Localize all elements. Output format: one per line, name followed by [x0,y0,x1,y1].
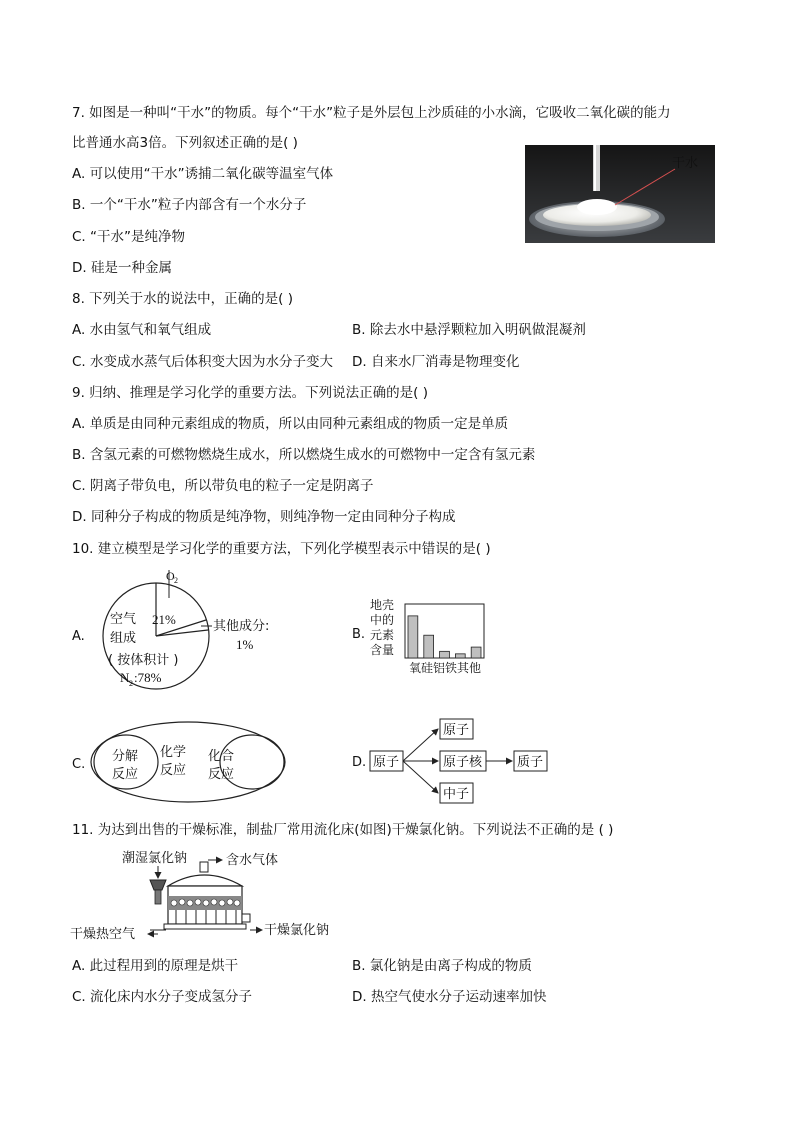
dry-nacl-label: 干燥氯化钠 [264,923,330,938]
q8-option-d: D. 自来水厂消毒是物理变化 [352,354,520,370]
combination-line1: 化合 [208,749,235,764]
q7-option-d: D. 硅是一种金属 [72,260,172,276]
node-proton: 质子 [517,755,544,770]
decomposition-line1: 分解 [112,749,139,764]
q8-option-a: A. 水由氢气和氧气组成 [72,322,212,338]
bar-铁 [455,654,465,658]
n2-subscript: 2 [129,679,133,688]
bar-氧 [408,616,418,658]
q8-option-c: C. 水变成水蒸气后体积变大因为水分子变大 [72,354,334,370]
q10-a-pie-model [70,568,290,692]
q9-stem: 9. 归纳、推理是学习化学的重要方法。下列说法正确的是( ) [72,385,428,401]
n2-label: N [120,670,130,685]
chart-ylabel-line1: 地壳 [370,598,395,612]
dry-water-label: 干水 [672,156,699,171]
q11-option-d: D. 热空气使水分子运动速率加快 [352,989,547,1005]
chart-ylabel-line2: 中的 [370,613,395,627]
fluidized-bed-diagram [70,846,350,946]
other-components-percent: 1% [236,637,254,652]
hot-air-label: 干燥热空气 [70,927,136,942]
q7-option-a: A. 可以使用“干水”诱捕二氧化碳等温室气体 [72,166,334,182]
q7-stem-line1: 7. 如图是一种叫“干水”的物质。每个“干水”粒子是外层包上沙质硅的小水滴，它吸收二氧化碳的能力 [72,105,671,121]
q7-option-b: B. 一个“干水”粒子内部含有一个水分子 [72,197,307,213]
node-nucleus: 原子核 [443,755,483,770]
chemical-reaction-line2: 反应 [160,763,187,778]
q11-option-a: A. 此过程用到的原理是烘干 [72,958,239,974]
q9-option-a: A. 单质是由同种元素组成的物质，所以由同种元素组成的物质一定是单质 [72,416,509,432]
volume-basis-label: ( 按体积计 ) [108,653,179,668]
q7-option-c: C. “干水”是纯净物 [72,229,185,245]
q11-option-c: C. 流化床内水分子变成氢分子 [72,989,253,1005]
q9-option-c: C. 阴离子带负电，所以带负电的粒子一定是阴离子 [72,478,374,494]
q10-b-crust-bar-chart [350,594,500,678]
pie-center-line2: 组成 [110,631,137,646]
o2-percent: 21% [152,612,176,627]
water-vapor-label: 含水气体 [226,853,279,868]
q10-stem: 10. 建立模型是学习化学的重要方法，下列化学模型表示中错误的是( ) [72,541,491,557]
o2-subscript: 2 [174,576,178,585]
q10-d-atom-structure [350,714,555,808]
n2-percent: :78% [134,670,162,685]
bar-铝 [440,651,450,658]
node-neutron: 中子 [443,787,470,802]
pie-center-line1: 空气 [110,612,137,627]
q9-option-b: B. 含氢元素的可燃物燃烧生成水，所以燃烧生成水的可燃物中一定含有氢元素 [72,447,536,463]
node-atom: 原子 [373,755,400,770]
combination-line2: 反应 [208,767,235,782]
q9-option-d: D. 同种分子构成的物质是纯净物，则纯净物一定由同种分子构成 [72,509,456,525]
q10-d-letter: D. [352,755,367,770]
q8-option-b: B. 除去水中悬浮颗粒加入明矾做混凝剂 [352,322,586,338]
wet-nacl-label: 潮湿氯化钠 [122,851,188,866]
bar-硅 [424,635,434,658]
q11-option-b: B. 氯化钠是由离子构成的物质 [352,958,532,974]
q10-c-reaction-model [70,718,290,814]
bar-其他 [471,647,481,658]
node-atom-top: 原子 [443,723,470,738]
q10-a-letter: A. [72,629,85,644]
q8-stem: 8. 下列关于水的说法中，正确的是( ) [72,291,293,307]
chemical-reaction-line1: 化学 [160,745,187,760]
o2-label: O [166,569,175,583]
q10-b-letter: B. [352,627,366,642]
decomposition-line2: 反应 [112,767,139,782]
dry-water-photo [525,145,715,243]
q11-stem: 11. 为达到出售的干燥标准，制盐厂常用流化床(如图)干燥氯化钠。下列说法不正确的是 ( ) [72,822,614,838]
chart-xlabel: 氧硅铝铁其他 [409,661,482,675]
other-components-label: 其他成分: [213,619,270,634]
chart-ylabel-line4: 含量 [370,643,395,657]
q10-c-letter: C. [72,757,86,772]
q7-stem-line2: 比普通水高3倍。下列叙述正确的是( ) [72,135,298,151]
chart-ylabel-line3: 元素 [370,628,395,642]
